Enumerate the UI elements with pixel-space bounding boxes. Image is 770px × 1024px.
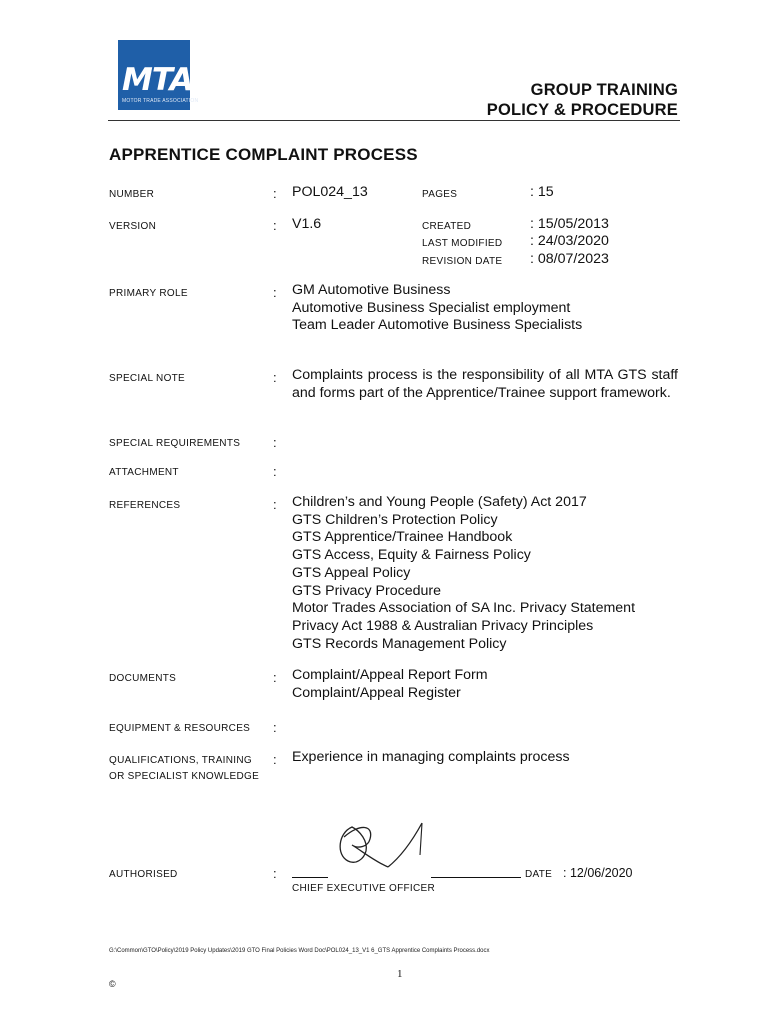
- primary-role-item: Automotive Business Specialist employment: [292, 299, 571, 316]
- date-label: DATE: [525, 869, 553, 880]
- colon: :: [273, 370, 277, 385]
- colon: :: [273, 435, 277, 450]
- revision-date-value: : 08/07/2023: [530, 251, 609, 267]
- special-note-value: Complaints process is the responsibility of all MTA GTS staff and forms part of the Apprentice/Trainee support framework.: [292, 367, 678, 401]
- reference-item: Privacy Act 1988 & Australian Privacy Principles: [292, 617, 594, 634]
- signature-image: [330, 815, 430, 873]
- created-label: CREATED: [422, 221, 472, 232]
- pages-label: PAGES: [422, 189, 458, 200]
- colon: :: [273, 720, 277, 735]
- page-number: 1: [397, 968, 403, 980]
- last-modified-value: : 24/03/2020: [530, 233, 609, 249]
- colon: :: [273, 285, 277, 300]
- header-divider: [108, 120, 680, 121]
- signature-line: [292, 877, 328, 878]
- number-label: NUMBER: [109, 189, 155, 200]
- file-path: G:\Common\GTO\Policy\2019 Policy Updates\2019 GTO Final Policies Word Doc\POL024_13_V1 6_GTS Apprentice Complaints Process.docx: [109, 948, 490, 954]
- qualifications-label-line2: OR SPECIALIST KNOWLEDGE: [109, 771, 260, 782]
- reference-item: Motor Trades Association of SA Inc. Privacy Statement: [292, 600, 636, 617]
- document-item: Complaint/Appeal Report Form: [292, 667, 488, 683]
- colon: :: [273, 670, 277, 685]
- document-title: APPRENTICE COMPLAINT PROCESS: [109, 145, 418, 164]
- authorised-label: AUTHORISED: [109, 869, 178, 880]
- number-value: POL024_13: [292, 184, 368, 200]
- signatory-title: CHIEF EXECUTIVE OFFICER: [292, 883, 436, 894]
- qualifications-value: Experience in managing complaints process: [292, 749, 570, 765]
- pages-value: : 15: [530, 184, 554, 200]
- primary-role-label: PRIMARY ROLE: [109, 288, 188, 299]
- colon: :: [273, 464, 277, 479]
- colon: :: [273, 866, 277, 881]
- signature-line: [431, 877, 521, 878]
- special-requirements-label: SPECIAL REQUIREMENTS: [109, 438, 241, 449]
- last-modified-label: LAST MODIFIED: [422, 238, 503, 249]
- reference-item: GTS Apprentice/Trainee Handbook: [292, 529, 513, 546]
- documents-label: DOCUMENTS: [109, 673, 177, 684]
- reference-item: GTS Records Management Policy: [292, 635, 507, 652]
- references-list: [292, 494, 635, 653]
- colon: :: [273, 218, 277, 233]
- special-note-label: SPECIAL NOTE: [109, 373, 186, 384]
- logo-tagline: MOTOR TRADE ASSOCIATION: [122, 98, 199, 104]
- reference-item: GTS Privacy Procedure: [292, 582, 442, 599]
- colon: :: [273, 186, 277, 201]
- colon: :: [273, 752, 277, 767]
- qualifications-label-line1: QUALIFICATIONS, TRAINING: [109, 755, 252, 766]
- header-title-line2: POLICY & PROCEDURE: [486, 101, 678, 119]
- colon: :: [273, 497, 277, 512]
- date-value: : 12/06/2020: [563, 866, 633, 880]
- reference-item: GTS Access, Equity & Fairness Policy: [292, 547, 531, 564]
- revision-date-label: REVISION DATE: [422, 256, 503, 267]
- primary-role-list: [292, 282, 582, 335]
- created-value: : 15/05/2013: [530, 216, 609, 232]
- reference-item: GTS Appeal Policy: [292, 564, 411, 581]
- version-label: VERSION: [109, 221, 157, 232]
- header-title-line1: GROUP TRAINING: [530, 81, 678, 99]
- references-label: REFERENCES: [109, 500, 181, 511]
- equipment-label: EQUIPMENT & RESOURCES: [109, 723, 251, 734]
- reference-item: GTS Children’s Protection Policy: [292, 511, 498, 528]
- logo-text: MTA: [122, 62, 193, 98]
- version-value: V1.6: [292, 216, 322, 232]
- primary-role-item: GM Automotive Business: [292, 282, 451, 298]
- copyright-symbol: ©: [109, 979, 116, 989]
- mta-logo: [118, 40, 199, 110]
- attachment-label: ATTACHMENT: [109, 467, 179, 478]
- reference-item: Children’s and Young People (Safety) Act 2017: [292, 494, 587, 510]
- document-item: Complaint/Appeal Register: [292, 684, 461, 701]
- documents-list: [292, 667, 488, 702]
- primary-role-item: Team Leader Automotive Business Specialists: [292, 317, 583, 334]
